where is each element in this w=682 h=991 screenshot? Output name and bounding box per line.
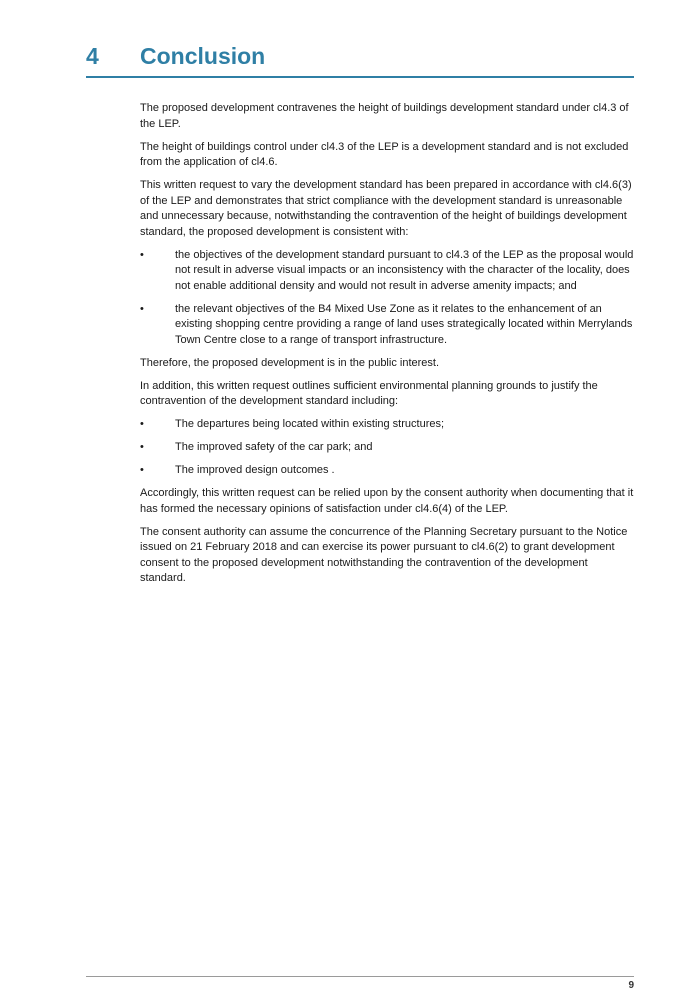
bullet-icon: •	[140, 248, 144, 261]
list-item	[140, 417, 634, 433]
section-title: Conclusion	[140, 43, 266, 69]
paragraph-1: The proposed development contravenes the height of buildings development standard under cl4.3 of the LEP.	[140, 102, 629, 130]
bullet-icon: •	[140, 441, 144, 453]
paragraph-3: This written request to vary the development standard has been prepared in accordance with cl4.6(3) of the LEP and demonstrates that strict compliance with the development standard is unreasonable and unnecessary because, notwithstanding the contravention of the height of buildings development standard, the proposed development is consistent with:	[140, 179, 632, 238]
list-item-text: the objectives of the development standard pursuant to cl4.3 of the LEP as the proposal would not result in adverse visual impacts or an inconsistency with the character of the locality, does not enable additional density and would not result in adverse amenity impacts; and	[175, 248, 634, 292]
footer-divider	[86, 976, 634, 977]
list-item-text: The improved design outcomes .	[175, 464, 335, 476]
paragraph-5: In addition, this written request outlines sufficient environmental planning grounds to justify the contravention of the development standard including:	[140, 379, 598, 407]
paragraph-7: The consent authority can assume the concurrence of the Planning Secretary pursuant to the Notice issued on 21 February 2018 and can exercise its power pursuant to cl4.6(2) to grant development consent to the proposed development notwithstanding the contravention of the development standard.	[140, 525, 628, 584]
list-item-text: the relevant objectives of the B4 Mixed Use Zone as it relates to the enhancement of an existing shopping centre providing a range of land uses strategically located within Merrylands Town Centre close to a range of transport infrastructure.	[175, 302, 633, 346]
paragraph-2: The height of buildings control under cl4.3 of the LEP is a development standard and is not excluded from the application of cl4.6.	[140, 140, 629, 168]
list-item	[140, 440, 634, 456]
section-heading	[86, 42, 634, 78]
list-item	[140, 463, 634, 479]
grounds-bullet-list	[140, 417, 634, 479]
section-number: 4	[86, 43, 99, 69]
document-body	[140, 101, 634, 594]
paragraph-4: Therefore, the proposed development is in the public interest.	[140, 356, 440, 369]
list-item-text: The improved safety of the car park; and	[175, 441, 373, 453]
bullet-icon: •	[140, 418, 144, 430]
bullet-icon: •	[140, 464, 144, 476]
list-item-text: The departures being located within existing structures;	[175, 418, 445, 430]
page-number: 9	[628, 980, 634, 991]
list-item	[140, 302, 634, 349]
paragraph-6: Accordingly, this written request can be relied upon by the consent authority when documenting that it has formed the necessary opinions of satisfaction under cl4.6(4) of the LEP.	[140, 487, 634, 515]
list-item	[140, 248, 634, 295]
consistency-bullet-list	[140, 248, 634, 349]
bullet-icon: •	[140, 302, 144, 315]
